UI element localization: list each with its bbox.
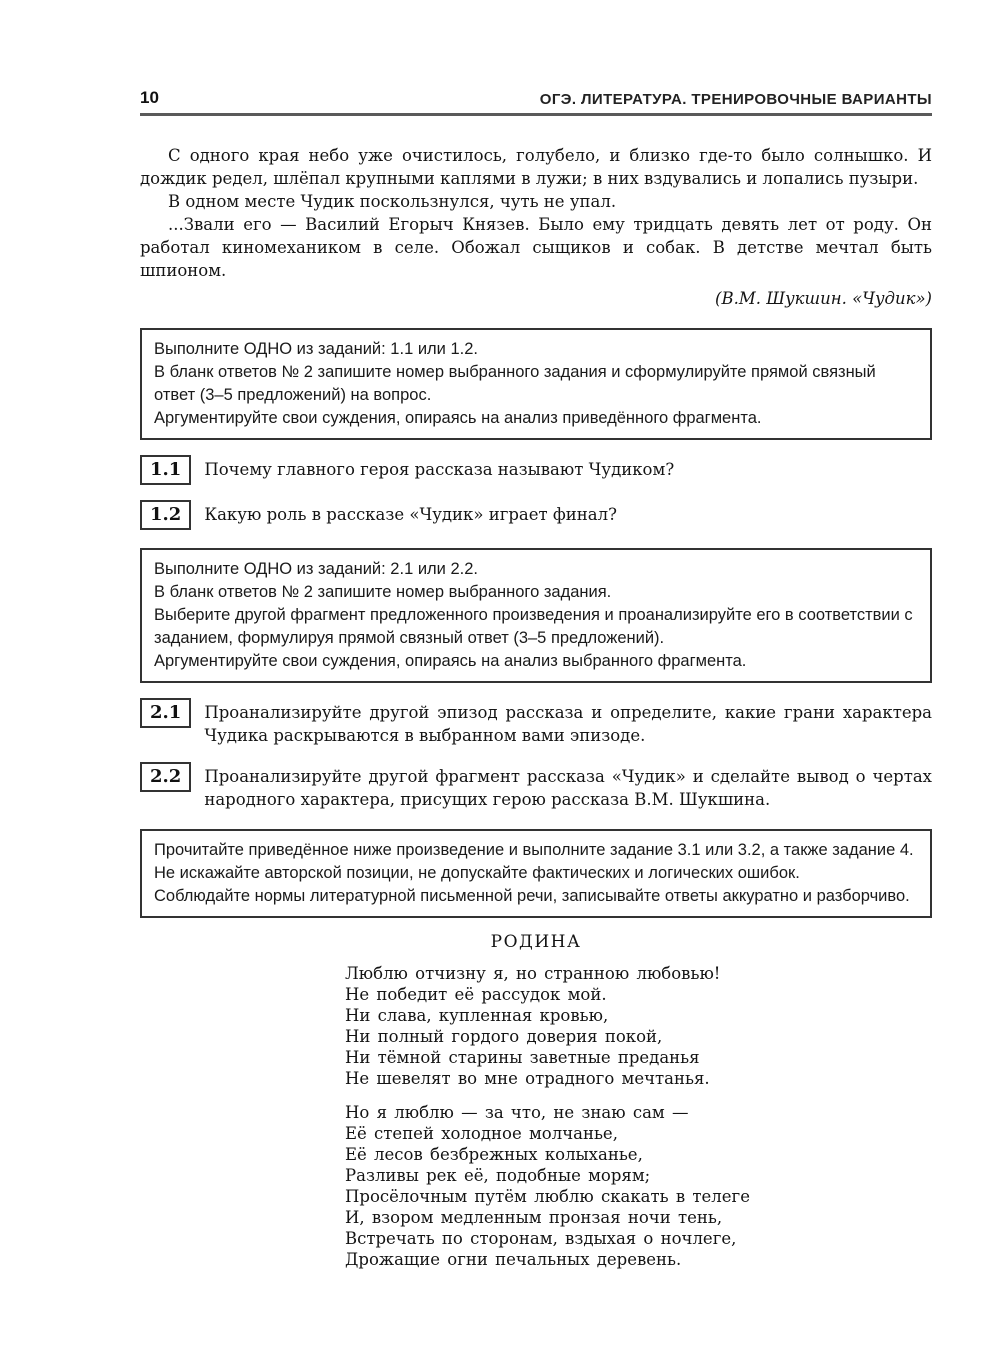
task-number-badge: 1.1 [140, 455, 191, 485]
task-1-1 [140, 455, 932, 485]
poem-block [140, 932, 932, 1270]
page-number: 10 [140, 88, 159, 107]
task-2-2 [140, 762, 932, 811]
verse-line: И, взором медленным пронзая ночи тень, [345, 1208, 723, 1227]
verse-line: Люблю отчизну я, но странною любовью! [345, 964, 721, 983]
instruction-line: В бланк ответов № 2 запишите номер выбранного задания. [154, 583, 612, 601]
instruction-line: Выберите другой фрагмент предложенного произведения и проанализируйте его в соответствии с заданием, формулируя прямой связный ответ (3–5 предложений). [154, 606, 913, 647]
verse-line: Ни слава, купленная кровью, [345, 1006, 609, 1025]
prose-excerpt [140, 144, 932, 310]
task-1-2 [140, 500, 932, 530]
task-text: Проанализируйте другой фрагмент рассказа «Чудик» и сделайте вывод о чертах народного характера, присущих герою рассказа В.М. Шукшина. [204, 767, 932, 809]
excerpt-paragraph-2: В одном месте Чудик поскользнулся, чуть не упал. [168, 192, 617, 211]
verse-line: Но я люблю — за что, не знаю сам — [345, 1103, 689, 1122]
poem-title: РОДИНА [490, 932, 582, 952]
verse-line: Ни полный гордого доверия покой, [345, 1027, 663, 1046]
excerpt-paragraph-1: С одного края небо уже очистилось, голубело, и близко где-то было солнышко. И дождик редел, шлёпал крупными каплями в лужи; в них вздувались и лопались пузыри. [140, 146, 932, 188]
verse-line: Просёлочным путём люблю скакать в телеге [345, 1187, 750, 1206]
poem-stanza-2 [345, 1102, 932, 1270]
verse-line: Её степей холодное молчанье, [345, 1124, 618, 1143]
task-number-badge: 2.2 [140, 762, 191, 792]
verse-line: Встречать по сторонам, вздыхая о ночлеге, [345, 1229, 737, 1248]
task-text: Проанализируйте другой эпизод рассказа и определите, какие грани характера Чудика раскрываются в выбранном вами эпизоде. [204, 703, 932, 745]
instruction-line: Соблюдайте нормы литературной письменной речи, записывайте ответы аккуратно и разборчиво. [154, 887, 910, 905]
running-title: ОГЭ. ЛИТЕРАТУРА. ТРЕНИРОВОЧНЫЕ ВАРИАНТЫ [539, 91, 932, 108]
task-text: Какую роль в рассказе «Чудик» играет финал? [204, 505, 617, 524]
verse-line: Дрожащие огни печальных деревень. [345, 1250, 682, 1269]
task-text: Почему главного героя рассказа называют Чудиком? [204, 460, 675, 479]
task-number-badge: 2.1 [140, 698, 191, 728]
instruction-line: Не искажайте авторской позиции, не допускайте фактических и логических ошибок. [154, 864, 800, 882]
verse-line: Ни тёмной старины заветные преданья [345, 1048, 700, 1067]
instruction-line: Прочитайте приведённое ниже произведение и выполните задание 3.1 или 3.2, а также задание 4. [154, 841, 914, 859]
instruction-box-2 [140, 548, 932, 683]
instruction-box-3 [140, 829, 932, 918]
poem-stanza-1 [345, 963, 932, 1089]
verse-line: Разливы рек её, подобные морям; [345, 1166, 651, 1185]
task-number-badge: 1.2 [140, 500, 191, 530]
verse-line: Не шевелят во мне отрадного мечтанья. [345, 1069, 710, 1088]
instruction-line: Выполните ОДНО из заданий: 2.1 или 2.2. [154, 560, 478, 578]
excerpt-attribution: (В.М. Шукшин. «Чудик») [715, 289, 932, 308]
instruction-box-1 [140, 328, 932, 440]
instruction-line: В бланк ответов № 2 запишите номер выбранного задания и сформулируйте прямой связный ответ (3–5 предложений) на вопрос. [154, 363, 876, 404]
verse-line: Не победит её рассудок мой. [345, 985, 607, 1004]
instruction-line: Аргументируйте свои суждения, опираясь на анализ приведённого фрагмента. [154, 409, 762, 427]
instruction-line: Выполните ОДНО из заданий: 1.1 или 1.2. [154, 340, 478, 358]
excerpt-paragraph-3: ...Звали его — Василий Егорыч Князев. Было ему тридцать девять лет от роду. Он работал киномехаником в селе. Обожал сыщиков и собак. В детстве мечтал быть шпионом. [140, 215, 932, 280]
task-2-1 [140, 698, 932, 747]
verse-line: Её лесов безбрежных колыханье, [345, 1145, 643, 1164]
instruction-line: Аргументируйте свои суждения, опираясь на анализ выбранного фрагмента. [154, 652, 747, 670]
page-header [140, 88, 932, 116]
